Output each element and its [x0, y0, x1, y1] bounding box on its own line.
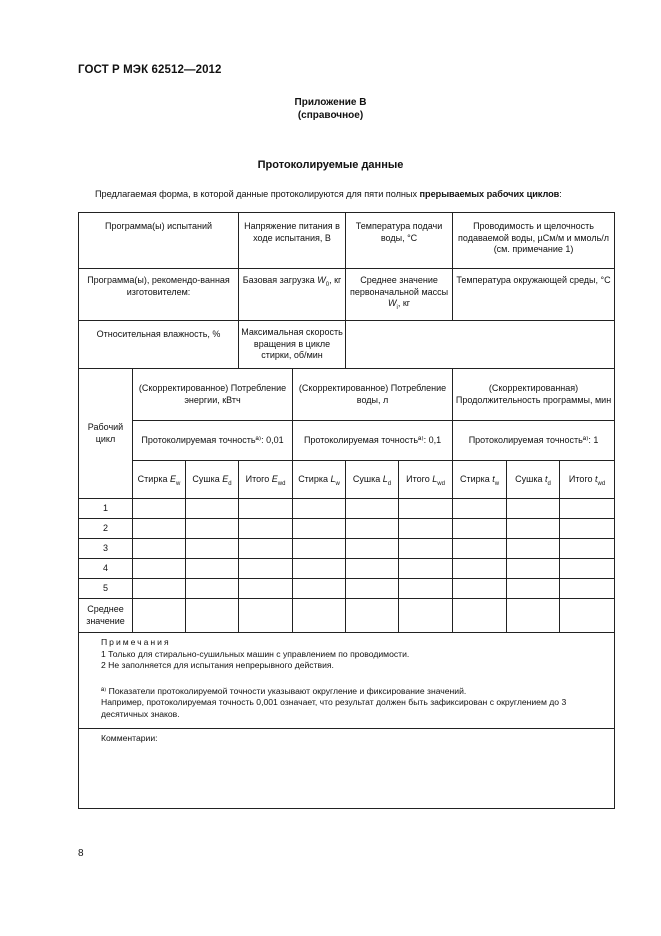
data-cell[interactable]	[346, 559, 399, 579]
data-cell[interactable]	[399, 539, 453, 559]
average-label: Среднее значение	[79, 599, 133, 633]
data-cell[interactable]	[507, 499, 560, 519]
data-cell[interactable]	[453, 559, 507, 579]
subheader-dry-water	[346, 461, 399, 499]
data-cell[interactable]	[186, 539, 239, 559]
cycle-number: 1	[79, 499, 133, 519]
data-cell[interactable]	[293, 599, 346, 633]
section-title: Протоколируемые данные	[257, 159, 404, 171]
data-cell[interactable]	[507, 539, 560, 559]
initial-mass-subscript: i	[396, 304, 398, 311]
subheader-symbol: E	[271, 473, 278, 484]
subheader-label: Сушка	[352, 473, 383, 484]
footnote-a: ª⁾ Показатели протоколируемой точности указывают округление и фиксирование значений.	[101, 685, 467, 696]
data-cell[interactable]	[346, 499, 399, 519]
page-number: 8	[78, 848, 84, 859]
subheader-symbol: L	[432, 473, 438, 484]
data-cell[interactable]	[239, 559, 293, 579]
data-cell[interactable]	[346, 519, 399, 539]
data-cell[interactable]	[133, 519, 186, 539]
base-load-subscript: 0	[325, 281, 330, 288]
subheader-symbol: E	[169, 473, 176, 484]
subheader-label: Стирка	[137, 473, 170, 484]
subheader-subscript: w	[335, 480, 340, 487]
energy-group-title: (Скорректированное) Потребление энергии, кВтч	[133, 369, 293, 421]
data-cell[interactable]	[346, 579, 399, 599]
base-load-unit: , кг	[329, 275, 342, 285]
cycle-number: 4	[79, 559, 133, 579]
work-cycle-header: Рабочий цикл	[79, 369, 133, 499]
data-cell[interactable]	[239, 579, 293, 599]
table-row	[79, 579, 615, 599]
intro-text	[95, 189, 562, 199]
initial-mass-cell	[346, 269, 453, 321]
annex-heading	[0, 96, 661, 122]
data-cell[interactable]	[133, 559, 186, 579]
empty-cell	[346, 321, 615, 369]
base-load-label: Базовая загрузка	[242, 275, 318, 285]
data-cell[interactable]	[453, 519, 507, 539]
relative-humidity-cell: Относительная влажность, %	[79, 321, 239, 369]
data-cell[interactable]	[133, 599, 186, 633]
data-cell[interactable]	[186, 579, 239, 599]
data-cell[interactable]	[293, 579, 346, 599]
water-conductivity-cell: Проводимость и щелочность подаваемой воды, µСм/м и ммоль/л (см. примечание 1)	[453, 213, 615, 269]
subheader-total-energy	[239, 461, 293, 499]
table-row	[79, 519, 615, 539]
data-cell[interactable]	[186, 599, 239, 633]
subheader-label: Итого	[245, 473, 272, 484]
table-row	[79, 559, 615, 579]
data-cell[interactable]	[239, 539, 293, 559]
subheader-symbol: E	[222, 473, 229, 484]
subheader-subscript: wd	[437, 480, 445, 487]
notes-heading: Примечания	[101, 637, 171, 647]
footnote-example: Например, протоколируемая точность 0,001 означает, что результат должен быть зафиксирован с округлением до 3 десятичных знаков.	[101, 697, 567, 719]
max-spin-speed-cell: Максимальная скорость вращения в цикле стирки, об/мин	[239, 321, 346, 369]
data-cell[interactable]	[453, 499, 507, 519]
initial-mass-label: Среднее значение первоначальной массы	[349, 275, 449, 297]
subheader-symbol: L	[382, 473, 388, 484]
data-cell[interactable]	[399, 599, 453, 633]
data-cell[interactable]	[560, 599, 615, 633]
document-code: ГОСТ Р МЭК 62512—2012	[78, 64, 222, 76]
data-cell[interactable]	[560, 559, 615, 579]
subheader-symbol: t	[594, 473, 598, 484]
water-group-title: (Скорректированное) Потребление воды, л	[293, 369, 453, 421]
energy-accuracy: Протоколируемая точностьª⁾: 0,01	[133, 421, 293, 461]
data-cell[interactable]	[399, 519, 453, 539]
data-cell[interactable]	[293, 519, 346, 539]
data-cell[interactable]	[560, 579, 615, 599]
cycle-number: 5	[79, 579, 133, 599]
subheader-symbol: t	[492, 473, 495, 484]
subheader-wash-energy	[133, 461, 186, 499]
duration-accuracy: Протоколируемая точностьª⁾: 1	[453, 421, 615, 461]
data-cell[interactable]	[239, 499, 293, 519]
duration-group-title: (Скорректированная) Продолжительность программы, мин	[453, 369, 615, 421]
data-cell[interactable]	[133, 499, 186, 519]
data-cell[interactable]	[560, 499, 615, 519]
initial-mass-unit: , кг	[397, 298, 411, 308]
data-cell[interactable]	[186, 499, 239, 519]
data-cell[interactable]	[507, 519, 560, 539]
note-2: 2 Не заполняется для испытания непрерывного действия.	[101, 660, 334, 670]
data-cell[interactable]	[560, 539, 615, 559]
subheader-total-water	[399, 461, 453, 499]
subheader-subscript: wd	[597, 480, 606, 487]
data-cell[interactable]	[293, 499, 346, 519]
base-load-cell	[239, 269, 346, 321]
report-form-table	[78, 212, 615, 809]
data-cell[interactable]	[186, 559, 239, 579]
water-temperature-cell: Температура подачи воды, °С	[346, 213, 453, 269]
notes-cell	[79, 633, 615, 729]
data-cell[interactable]	[507, 579, 560, 599]
subheader-wash-time	[453, 461, 507, 499]
data-cell[interactable]	[399, 499, 453, 519]
data-cell[interactable]	[346, 599, 399, 633]
subheader-subscript: w	[175, 480, 181, 487]
recommended-program-cell: Программа(ы), рекомендо-ванная изготовителем:	[79, 269, 239, 321]
subheader-label: Сушка	[515, 473, 546, 484]
ambient-temperature-cell: Температура окружающей среды, °С	[453, 269, 615, 321]
subheader-dry-energy	[186, 461, 239, 499]
data-cell[interactable]	[133, 579, 186, 599]
data-cell[interactable]	[453, 599, 507, 633]
data-cell[interactable]	[507, 599, 560, 633]
data-cell[interactable]	[453, 539, 507, 559]
intro-text-main: Предлагаемая форма, в которой данные протоколируются для пяти полных	[95, 189, 420, 199]
subheader-subscript: w	[494, 480, 500, 487]
data-cell[interactable]	[399, 579, 453, 599]
subheader-label: Итого	[406, 473, 433, 484]
data-cell[interactable]	[293, 559, 346, 579]
data-cell[interactable]	[346, 539, 399, 559]
subheader-symbol: t	[545, 473, 548, 484]
comments-cell[interactable]	[79, 729, 615, 809]
annex-title: Приложение В	[294, 97, 367, 108]
subheader-total-time	[560, 461, 615, 499]
cycle-number: 2	[79, 519, 133, 539]
subheader-dry-time	[507, 461, 560, 499]
subheader-label: Сушка	[192, 473, 223, 484]
table-row	[79, 539, 615, 559]
intro-text-bold: прерываемых рабочих циклов	[419, 189, 560, 199]
data-cell[interactable]	[186, 519, 239, 539]
subheader-subscript: d	[228, 480, 232, 487]
subheader-wash-water	[293, 461, 346, 499]
subheader-label: Итого	[568, 473, 595, 484]
subheader-subscript: wd	[277, 480, 286, 487]
subheader-subscript: d	[547, 480, 551, 487]
data-cell[interactable]	[239, 519, 293, 539]
base-load-symbol: W	[317, 275, 326, 285]
initial-mass-symbol: W	[387, 298, 397, 308]
test-programs-cell: Программа(ы) испытаний	[79, 213, 239, 269]
data-cell[interactable]	[507, 559, 560, 579]
table-row	[79, 499, 615, 519]
comments-label: Комментарии:	[101, 733, 158, 743]
data-cell[interactable]	[399, 559, 453, 579]
intro-text-end: :	[559, 189, 562, 199]
data-cell[interactable]	[293, 539, 346, 559]
cycle-number: 3	[79, 539, 133, 559]
data-cell[interactable]	[133, 539, 186, 559]
data-cell[interactable]	[239, 599, 293, 633]
data-cell[interactable]	[453, 579, 507, 599]
water-accuracy: Протоколируемая точностьª⁾: 0,1	[293, 421, 453, 461]
data-cell[interactable]	[560, 519, 615, 539]
annex-type: (справочное)	[297, 110, 364, 121]
note-1: 1 Только для стирально-сушильных машин с управлением по проводимости.	[101, 648, 410, 659]
subheader-symbol: L	[330, 473, 336, 484]
subheader-label: Стирка	[298, 473, 331, 484]
subheader-subscript: d	[387, 480, 392, 487]
subheader-label: Стирка	[459, 473, 493, 484]
table-row	[79, 599, 615, 633]
supply-voltage-cell: Напряжение питания в ходе испытания, В	[239, 213, 346, 269]
